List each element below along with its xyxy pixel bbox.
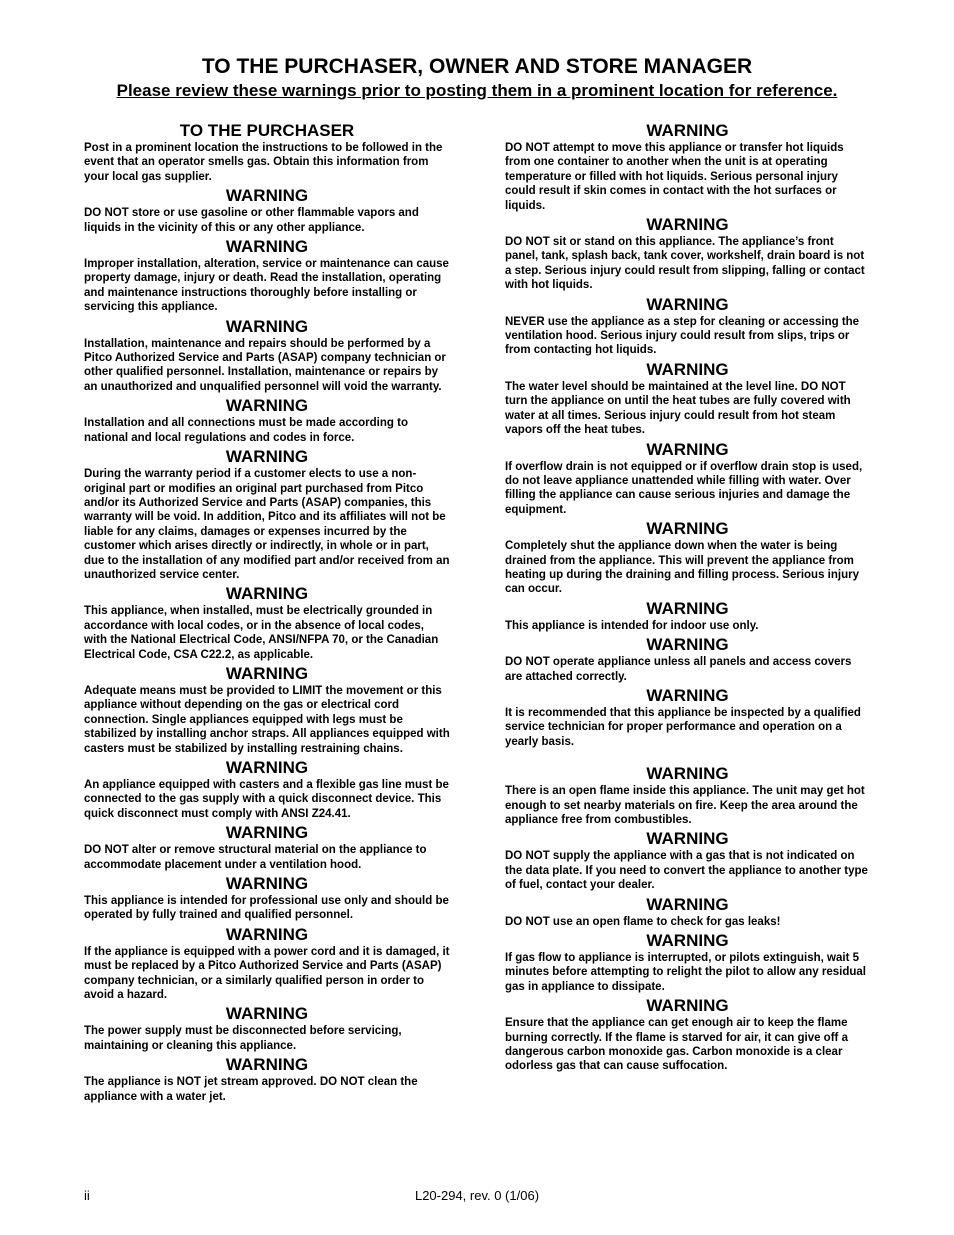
section-body: Adequate means must be provided to LIMIT the movement or this appliance without depending on the gas or electrical cord connection. Single appliances equipped with legs must be stabilized by installing anchor straps. All appliances equipped with casters must be stabilized by installing restraining chains. <box>84 684 450 755</box>
warning-section <box>84 663 450 756</box>
section-body: This appliance is intended for professional use only and should be operated by fully trained and qualified personnel. <box>84 895 449 922</box>
section-body: There is an open flame inside this appliance. The unit may get hot enough to set nearby materials on fire. Keep the area around the appliance free from combustibles. <box>505 785 865 826</box>
warning-section <box>505 294 870 358</box>
section-body: DO NOT use an open flame to check for gas leaks! <box>505 915 781 928</box>
purchaser-section <box>84 120 450 184</box>
page-subtitle: Please review these warnings prior to posting them in a prominent location for reference. <box>116 81 838 100</box>
warning-section <box>84 822 450 872</box>
section-body: Installation and all connections must be made according to national and local regulations and codes in force. <box>84 417 408 444</box>
warning-section <box>505 995 870 1074</box>
section-heading: WARNING <box>646 996 729 1016</box>
section-body: NEVER use the appliance as a step for cleaning or accessing the ventilation hood. Serious injury could result from slips, trips or from contacting hot liquids. <box>505 315 860 357</box>
section-heading: TO THE PURCHASER <box>179 121 355 140</box>
section-heading: WARNING <box>225 237 309 257</box>
warning-section <box>505 763 870 827</box>
section-body: DO NOT operate appliance unless all panels and access covers are attached correctly. <box>505 656 852 683</box>
warning-section <box>84 395 450 445</box>
section-heading: WARNING <box>646 829 729 849</box>
section-heading: WARNING <box>646 635 729 655</box>
section-heading: WARNING <box>646 598 729 618</box>
warning-section <box>505 439 870 518</box>
section-body: Installation, maintenance and repairs should be performed by a Pitco Authorized Service and Parts (ASAP) company technician or other qualified personnel. Installation, maintenance or repairs by an unauthorized and unqualified personnel will void the warranty. <box>84 337 446 393</box>
document-id: L20-294, rev. 0 (1/06) <box>414 1188 540 1203</box>
section-heading: WARNING <box>225 924 309 944</box>
warning-section <box>84 236 450 315</box>
warning-section <box>505 930 870 994</box>
warning-section <box>505 120 870 213</box>
section-body: This appliance is intended for indoor use only. <box>505 619 759 632</box>
section-heading: WARNING <box>646 764 729 784</box>
warning-section <box>84 583 450 662</box>
section-heading: WARNING <box>225 758 309 777</box>
section-heading: WARNING <box>646 519 729 539</box>
warning-section <box>505 518 870 597</box>
section-body: Completely shut the appliance down when the water is being drained from the appliance. This will prevent the appliance from heating up during the draining and filling process. Serious injury can occur. <box>505 540 859 596</box>
warning-section <box>84 446 450 582</box>
section-heading: WARNING <box>646 294 729 314</box>
section-body: DO NOT store or use gasoline or other flammable vapors and liquids in the vicinity of this or any other appliance. <box>84 207 419 234</box>
warning-section <box>505 685 870 749</box>
warning-section <box>84 1003 450 1053</box>
section-body: If gas flow to appliance is interrupted, or pilots extinguish, wait 5 minutes before attempting to relight the pilot to allow any residual gas in appliance to dissipate. <box>505 952 867 993</box>
section-body: DO NOT sit or stand on this appliance. The appliance’s front panel, tank, splash back, tank cover, workshelf, drain board is not a step. Serious injury could result from slipping, falling or contact with hot liquids. <box>505 236 865 292</box>
section-body: Improper installation, alteration, service or maintenance can cause property damage, injury or death. Read the installation, operating and maintenance instructions thoroughly before installing or servicing this appliance. <box>84 258 449 314</box>
warning-section <box>84 185 450 235</box>
section-body: It is recommended that this appliance be inspected by a qualified service technician for proper performance and operation on a yearly basis. <box>505 706 861 748</box>
warning-section <box>505 598 870 633</box>
page-number: ii <box>84 1188 90 1203</box>
section-body: DO NOT supply the appliance with a gas that is not indicated on the data plate. If you need to convert the appliance to another type of fuel, contact your dealer. <box>505 850 868 892</box>
section-heading: WARNING <box>225 316 309 336</box>
section-heading: WARNING <box>225 874 309 894</box>
section-body: The appliance is NOT jet stream approved. DO NOT clean the appliance with a water jet. <box>84 1076 418 1103</box>
section-heading: WARNING <box>646 439 729 459</box>
warning-section <box>84 924 450 1003</box>
warning-section <box>84 316 450 395</box>
section-body: DO NOT attempt to move this appliance or transfer hot liquids from one container to another when the unit is at operating temperature or filled with hot liquids. Serious personal injury could result if skin comes in contact with the hot surfaces or liquids. <box>505 142 844 212</box>
section-heading: WARNING <box>646 215 729 235</box>
section-heading: WARNING <box>225 447 309 467</box>
section-heading: WARNING <box>646 685 729 705</box>
section-heading: WARNING <box>646 931 729 951</box>
warning-section <box>84 873 450 923</box>
warning-section <box>505 828 870 892</box>
section-body: Post in a prominent location the instructions to be followed in the event that an operator smells gas. Obtain this information from your local gas supplier. <box>84 142 443 183</box>
section-heading: WARNING <box>646 359 729 379</box>
section-heading: WARNING <box>646 121 729 140</box>
warning-section <box>505 634 870 684</box>
warning-section <box>84 1054 450 1104</box>
section-heading: WARNING <box>225 186 309 206</box>
warning-section <box>505 359 870 438</box>
section-body: Ensure that the appliance can get enough air to keep the flame burning correctly. If the flame is starved for air, it can give off a dangerous carbon monoxide gas. Carbon monoxide is a clear odorless gas that can cause suffocation. <box>505 1017 848 1073</box>
section-heading: WARNING <box>225 584 309 604</box>
section-body: The power supply must be disconnected before servicing, maintaining or cleaning this appliance. <box>84 1025 402 1052</box>
right-column <box>505 120 870 1075</box>
section-body: During the warranty period if a customer elects to use a non-original part or modifies an original part purchased from Pitco and/or its Authorized Service and Parts (ASAP) companies, this warranty will be void. In addition, Pitco and its affiliates will not be liable for any claims, damages or expenses incurred by the customer which arises directly or indirectly, in whole or in part, due to the installation of any modified part and/or received from an unauthorized service center. <box>84 468 450 581</box>
section-heading: WARNING <box>646 894 729 914</box>
section-body: This appliance, when installed, must be electrically grounded in accordance with local codes, or in the absence of local codes, with the National Electrical Code, ANSI/NFPA 70, or the Canadian Electrical Code, CSA C22.2, as applicable. <box>84 605 439 661</box>
warning-section <box>505 214 870 293</box>
left-column <box>84 120 450 1105</box>
page-title: TO THE PURCHASER, OWNER AND STORE MANAGER <box>201 55 753 78</box>
section-heading: WARNING <box>225 663 309 683</box>
warning-section <box>505 894 870 929</box>
section-body: If the appliance is equipped with a power cord and it is damaged, it must be replaced by a Pitco Authorized Service and Parts (ASAP) company technician, or a similarly qualified person in order to avoid a hazard. <box>84 945 450 1002</box>
section-body: DO NOT alter or remove structural material on the appliance to accommodate placement under a ventilation hood. <box>84 844 427 871</box>
warning-section <box>84 757 450 821</box>
section-body: The water level should be maintained at the level line. DO NOT turn the appliance on until the heat tubes are fully covered with water at all times. Serious injury could result from hot steam vapors off the heat tubes. <box>505 380 851 437</box>
section-body: If overflow drain is not equipped or if overflow drain stop is used, do not leave appliance unattended while filling with water. Over filling the appliance can cause serious injuries and damage the equipment. <box>505 460 863 516</box>
spacer <box>505 750 870 763</box>
section-heading: WARNING <box>225 1055 309 1075</box>
section-body: An appliance equipped with casters and a flexible gas line must be connected to the gas supply with a quick disconnect device. This quick disconnect must comply with ANSI Z24.41. <box>84 779 449 820</box>
section-heading: WARNING <box>225 1004 309 1024</box>
section-heading: WARNING <box>225 823 309 843</box>
section-heading: WARNING <box>225 396 309 416</box>
